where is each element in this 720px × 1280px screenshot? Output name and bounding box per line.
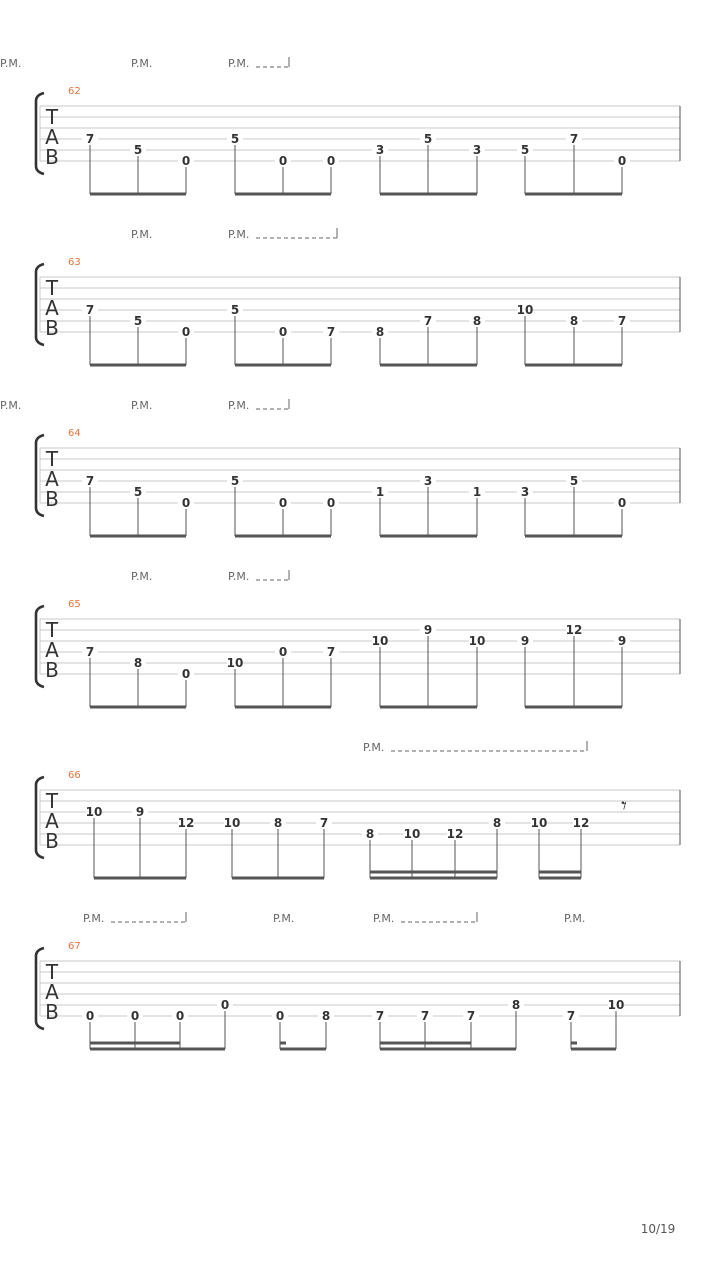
fret-number: 10 [226, 656, 244, 670]
fret-number: 5 [520, 143, 530, 157]
fret-number: 0 [617, 154, 627, 168]
fret-number: 5 [569, 474, 579, 488]
beam [235, 535, 331, 538]
beam [380, 1048, 516, 1051]
beam [235, 706, 331, 709]
fret-number: 0 [326, 154, 336, 168]
tab-clef-letter: A [45, 638, 59, 662]
palm-mute-label: P.M. [131, 570, 153, 583]
fret-number: 0 [278, 325, 288, 339]
tab-system [0, 399, 680, 538]
beat-group [82, 474, 194, 538]
beat-group [86, 805, 195, 880]
palm-mute-label: P.M. [228, 570, 250, 583]
beam [232, 877, 324, 880]
fret-number: 3 [423, 474, 433, 488]
tab-clef-letter: T [45, 618, 59, 642]
beat-group [82, 998, 233, 1051]
palm-mute-label: P.M. [228, 57, 250, 70]
fret-number: 0 [181, 496, 191, 510]
fret-number: 0 [278, 496, 288, 510]
fret-number: 5 [133, 485, 143, 499]
beam [370, 877, 497, 880]
fret-number: 5 [423, 132, 433, 146]
beam [235, 193, 331, 196]
tab-clef-letter: B [45, 1000, 59, 1024]
fret-number: 5 [133, 143, 143, 157]
fret-number: 12 [565, 623, 583, 637]
fret-number: 7 [326, 325, 336, 339]
fret-number: 8 [133, 656, 143, 670]
measure-number: 64 [68, 428, 81, 439]
fret-number: 0 [181, 325, 191, 339]
fret-number: 8 [569, 314, 579, 328]
beat-group [517, 474, 630, 538]
fret-number: 12 [572, 816, 590, 830]
tab-system [36, 228, 680, 367]
palm-mute-label: P.M. [564, 912, 586, 925]
tab-clef-letter: A [45, 809, 59, 833]
beat-group [227, 645, 339, 709]
fret-number: 7 [375, 1009, 385, 1023]
beat-group [531, 816, 590, 880]
beam-secondary [90, 1042, 180, 1045]
palm-mute-label: P.M. [0, 399, 22, 412]
fret-number: 9 [135, 805, 145, 819]
beat-group [227, 132, 339, 196]
beam [280, 1048, 326, 1051]
fret-number: 0 [617, 496, 627, 510]
tab-clef-letter: B [45, 316, 59, 340]
beam [380, 364, 477, 367]
fret-number: 8 [365, 827, 375, 841]
palm-mute-label: P.M. [228, 228, 250, 241]
palm-mute-label: P.M. [131, 57, 153, 70]
fret-number: 7 [566, 1009, 576, 1023]
fret-number: 7 [85, 303, 95, 317]
measure-number: 66 [68, 770, 81, 781]
palm-mute-label: P.M. [0, 57, 22, 70]
beat-group [272, 1009, 334, 1051]
fret-number: 0 [130, 1009, 140, 1023]
fret-number: 5 [230, 132, 240, 146]
fret-number: 0 [220, 998, 230, 1012]
beat-group [227, 474, 339, 538]
fret-number: 8 [375, 325, 385, 339]
beat-group [82, 132, 194, 196]
beam [94, 877, 186, 880]
beam [235, 364, 331, 367]
fret-number: 10 [530, 816, 548, 830]
beat-group [362, 816, 505, 880]
beat-group [563, 998, 624, 1051]
fret-number: 9 [617, 634, 627, 648]
beam-secondary [380, 1042, 471, 1045]
fret-number: 0 [278, 154, 288, 168]
tab-clef-letter: T [45, 447, 59, 471]
fret-number: 8 [321, 1009, 331, 1023]
beam [571, 1048, 616, 1051]
palm-mute-label: P.M. [363, 741, 385, 754]
tab-system [36, 570, 680, 709]
beam [90, 193, 186, 196]
fret-number: 0 [181, 154, 191, 168]
fret-number: 3 [472, 143, 482, 157]
fret-number: 10 [223, 816, 241, 830]
fret-number: 7 [423, 314, 433, 328]
palm-mute-label: P.M. [131, 399, 153, 412]
fret-number: 9 [423, 623, 433, 637]
eighth-rest: 𝄾 [621, 794, 627, 819]
fret-number: 7 [85, 132, 95, 146]
measure-number: 62 [68, 86, 81, 97]
tab-clef-letter: T [45, 789, 59, 813]
fret-number: 0 [175, 1009, 185, 1023]
tab-clef-letter: A [45, 980, 59, 1004]
beat-group [517, 623, 630, 709]
beat-group [372, 998, 524, 1051]
fret-number: 3 [375, 143, 385, 157]
fret-number: 0 [85, 1009, 95, 1023]
fret-number: 8 [511, 998, 521, 1012]
tab-system [36, 912, 680, 1051]
tab-clef-letter: B [45, 145, 59, 169]
fret-number: 5 [230, 303, 240, 317]
fret-number: 8 [492, 816, 502, 830]
fret-number: 10 [516, 303, 534, 317]
palm-mute-label: P.M. [273, 912, 295, 925]
tab-clef-letter: A [45, 467, 59, 491]
fret-number: 9 [520, 634, 530, 648]
fret-number: 10 [468, 634, 486, 648]
beam [90, 364, 186, 367]
fret-number: 7 [569, 132, 579, 146]
page-number: 10/19 [640, 1222, 676, 1236]
palm-mute-label: P.M. [373, 912, 395, 925]
fret-number: 0 [181, 667, 191, 681]
tab-clef-letter: T [45, 105, 59, 129]
beam-secondary [539, 871, 581, 874]
beat-group [224, 816, 332, 880]
beat-group [82, 645, 194, 709]
fret-number: 0 [275, 1009, 285, 1023]
beam [539, 877, 581, 880]
beat-group [372, 132, 485, 196]
tab-clef-letter: A [45, 296, 59, 320]
fret-number: 12 [177, 816, 195, 830]
beat-group [372, 623, 486, 709]
measure-number: 67 [68, 941, 81, 952]
fret-number: 7 [466, 1009, 476, 1023]
measure-number: 65 [68, 599, 81, 610]
beam-secondary [370, 871, 497, 874]
beam [525, 706, 622, 709]
beat-group [372, 314, 485, 367]
fret-number: 10 [371, 634, 389, 648]
fret-number: 12 [446, 827, 464, 841]
fret-number: 8 [273, 816, 283, 830]
fret-number: 7 [617, 314, 627, 328]
tab-clef-letter: T [45, 276, 59, 300]
beat-group [82, 303, 194, 367]
tab-system [36, 741, 680, 880]
fret-number: 10 [403, 827, 421, 841]
beam [90, 535, 186, 538]
tab-clef-letter: B [45, 658, 59, 682]
beam [380, 193, 477, 196]
fret-number: 5 [230, 474, 240, 488]
palm-mute-label: P.M. [228, 399, 250, 412]
fret-number: 5 [133, 314, 143, 328]
fret-number: 0 [326, 496, 336, 510]
beam [525, 535, 622, 538]
tab-clef-letter: B [45, 829, 59, 853]
tab-clef-letter: T [45, 960, 59, 984]
fret-number: 3 [520, 485, 530, 499]
beam [380, 706, 477, 709]
fret-number: 7 [85, 474, 95, 488]
beam [90, 706, 186, 709]
beat-group [227, 303, 339, 367]
beat-group [372, 474, 485, 538]
beat-group [517, 132, 630, 196]
fret-number: 7 [85, 645, 95, 659]
fret-number: 10 [85, 805, 103, 819]
fret-number: 10 [607, 998, 625, 1012]
tab-clef-letter: B [45, 487, 59, 511]
measure-number: 63 [68, 257, 81, 268]
beam [525, 364, 622, 367]
beam-stub [280, 1042, 286, 1045]
fret-number: 7 [319, 816, 329, 830]
fret-number: 1 [375, 485, 385, 499]
beam [525, 193, 622, 196]
tab-clef-letter: A [45, 125, 59, 149]
beam-stub [571, 1042, 577, 1045]
palm-mute-label: P.M. [83, 912, 105, 925]
fret-number: 7 [326, 645, 336, 659]
beat-group [517, 303, 630, 367]
fret-number: 1 [472, 485, 482, 499]
beam [380, 535, 477, 538]
fret-number: 0 [278, 645, 288, 659]
palm-mute-label: P.M. [131, 228, 153, 241]
tab-system [0, 57, 680, 196]
fret-number: 7 [420, 1009, 430, 1023]
beam [90, 1048, 225, 1051]
fret-number: 8 [472, 314, 482, 328]
